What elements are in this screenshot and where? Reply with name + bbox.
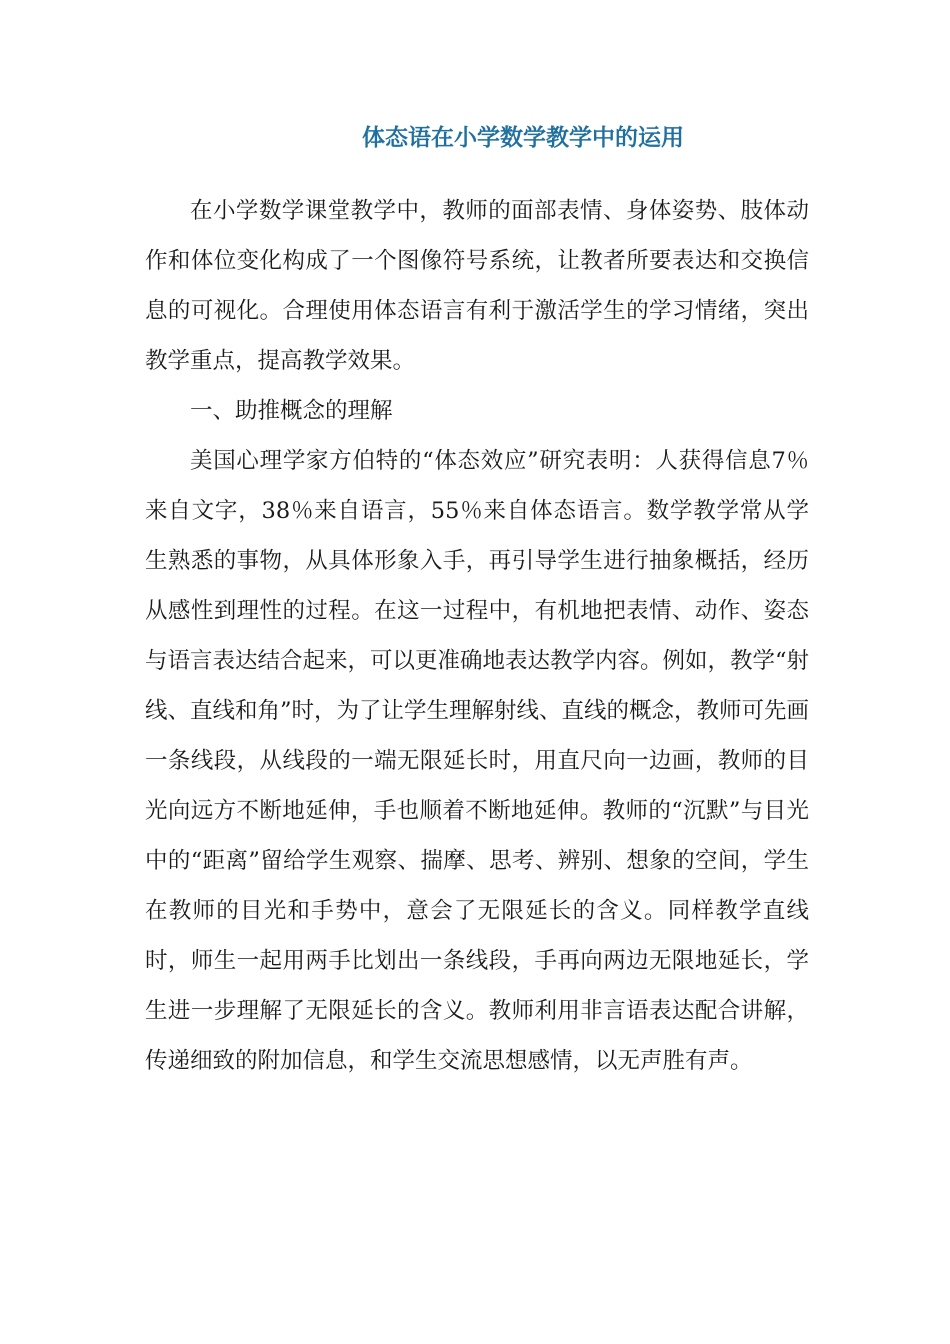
intro-paragraph: 在小学数学课堂教学中，教师的面部表情、身体姿势、肢体动作和体位变化构成了一个图像符号系统，让教者所要表达和交换信息的可视化。合理使用体态语言有利于激活学生的学习情绪，突出教学重点，提高教学效果。 [145, 198, 809, 374]
document-title: 体态语在小学数学教学中的运用 [362, 125, 684, 151]
section-heading: 一、助推概念的理解 [190, 398, 393, 424]
document-body [145, 186, 809, 1086]
section-paragraph: 美国心理学家方伯特的“体态效应”研究表明：人获得信息7％来自文字，38％来自语言，55％来自体态语言。数学教学常从学生熟悉的事物，从具体形象入手，再引导学生进行抽象概括，经历从感性到理性的过程。在这一过程中，有机地把表情、动作、姿态与语言表达结合起来，可以更准确地表达教学内容。例如，教学“射线、直线和角”时，为了让学生理解射线、直线的概念，教师可先画一条线段，从线段的一端无限延长时，用直尺向一边画，教师的目光向远方不断地延伸，手也顺着不断地延伸。教师的“沉默”与目光中的“距离”留给学生观察、揣摩、思考、辨别、想象的空间，学生在教师的目光和手势中，意会了无限延长的含义。同样教学直线时，师生一起用两手比划出一条线段，手再向两边无限地延长，学生进一步理解了无限延长的含义。教师利用非言语表达配合讲解，传递细致的附加信息，和学生交流思想感情，以无声胜有声。 [145, 448, 810, 1074]
